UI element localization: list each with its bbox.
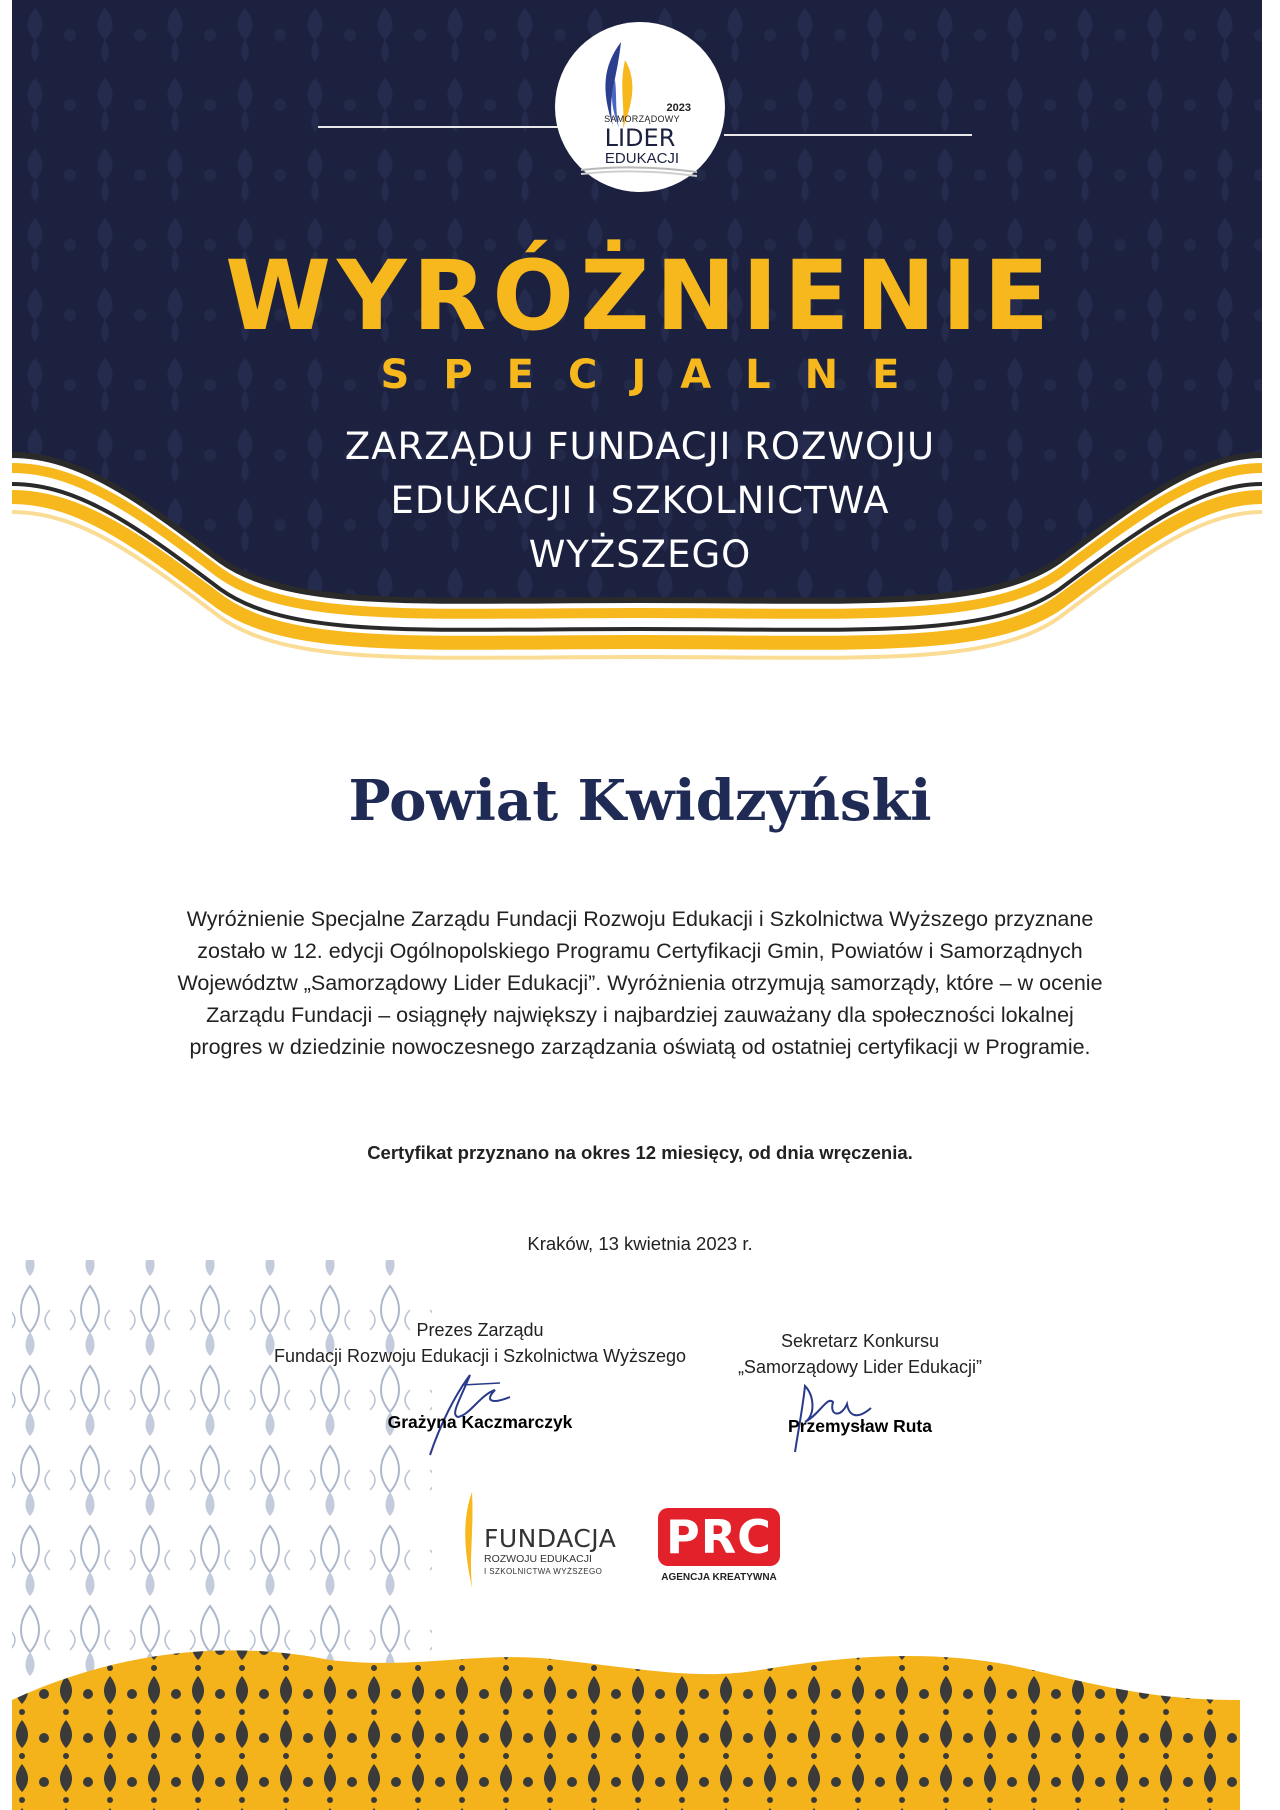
org-line-3: WYŻSZEGO	[528, 533, 752, 576]
fundacja-logo-title: FUNDACJA	[484, 1524, 617, 1553]
right-role-line-1: Sekretarz Konkursu	[780, 1331, 940, 1351]
place-date: Kraków, 13 kwietnia 2023 r.	[527, 1233, 753, 1254]
left-role-line-2: Fundacji Rozwoju Edukacji i Szkolnictwa Wyższego	[273, 1346, 686, 1366]
prc-logo-text: PRC	[666, 1510, 772, 1564]
right-signatory-name: Przemysław Ruta	[788, 1416, 932, 1436]
logo-line1: SAMORZĄDOWY	[604, 114, 680, 124]
description-line: progres w dziedzinie nowoczesnego zarządzania oświatą od ostatniej certyfikacji w Programie.	[189, 1035, 1091, 1059]
description-line: Województw „Samorządowy Lider Edukacji”. Wyróżnienia otrzymują samorządy, które – w ocenie	[177, 971, 1103, 995]
left-handwritten-signature	[400, 1355, 530, 1465]
logo-line2: LIDER	[604, 124, 676, 152]
description-line: Zarządu Fundacji – osiągnęły największy i najbardziej zauważany dla społeczności lokalnej	[206, 1003, 1074, 1027]
left-signatory-name: Grażyna Kaczmarczyk	[387, 1412, 573, 1432]
award-subtitle: SPECJALNE	[380, 352, 934, 398]
fundacja-logo-line3: I SZKOLNICTWA WYŻSZEGO	[484, 1567, 603, 1576]
lider-edukacji-logo	[555, 22, 725, 192]
award-title: WYRÓŻNIENIE	[225, 240, 1055, 352]
logo-line3: EDUKACJI	[604, 150, 680, 167]
org-line-1: ZARZĄDU FUNDACJI ROZWOJU	[344, 425, 936, 468]
recipient-name: Powiat Kwidzyński	[348, 768, 932, 834]
fundacja-flame-icon	[460, 1490, 484, 1590]
left-role-line-1: Prezes Zarządu	[416, 1320, 544, 1340]
award-organization	[240, 420, 1040, 582]
fundacja-logo-line2: ROZWOJU EDUKACJI	[484, 1553, 592, 1565]
book-swoosh-icon	[577, 162, 703, 182]
logo-year: 2023	[666, 102, 691, 114]
prc-tagline: AGENCJA KREATYWNA	[661, 1572, 777, 1583]
description-line: zostało w 12. edycji Ogólnopolskiego Programu Certyfikacji Gmin, Powiatów i Samorządnych	[197, 939, 1083, 963]
award-description	[150, 903, 1130, 1063]
validity-note: Certyfikat przyznano na okres 12 miesięcy, od dnia wręczenia.	[367, 1142, 913, 1163]
right-signatory-role	[690, 1328, 1030, 1380]
right-role-line-2: „Samorządowy Lider Edukacji”	[737, 1357, 983, 1377]
org-line-2: EDUKACJI I SZKOLNICTWA	[390, 479, 890, 522]
description-line: Wyróżnienie Specjalne Zarządu Fundacji Rozwoju Edukacji i Szkolnictwa Wyższego przyznane	[186, 907, 1094, 931]
